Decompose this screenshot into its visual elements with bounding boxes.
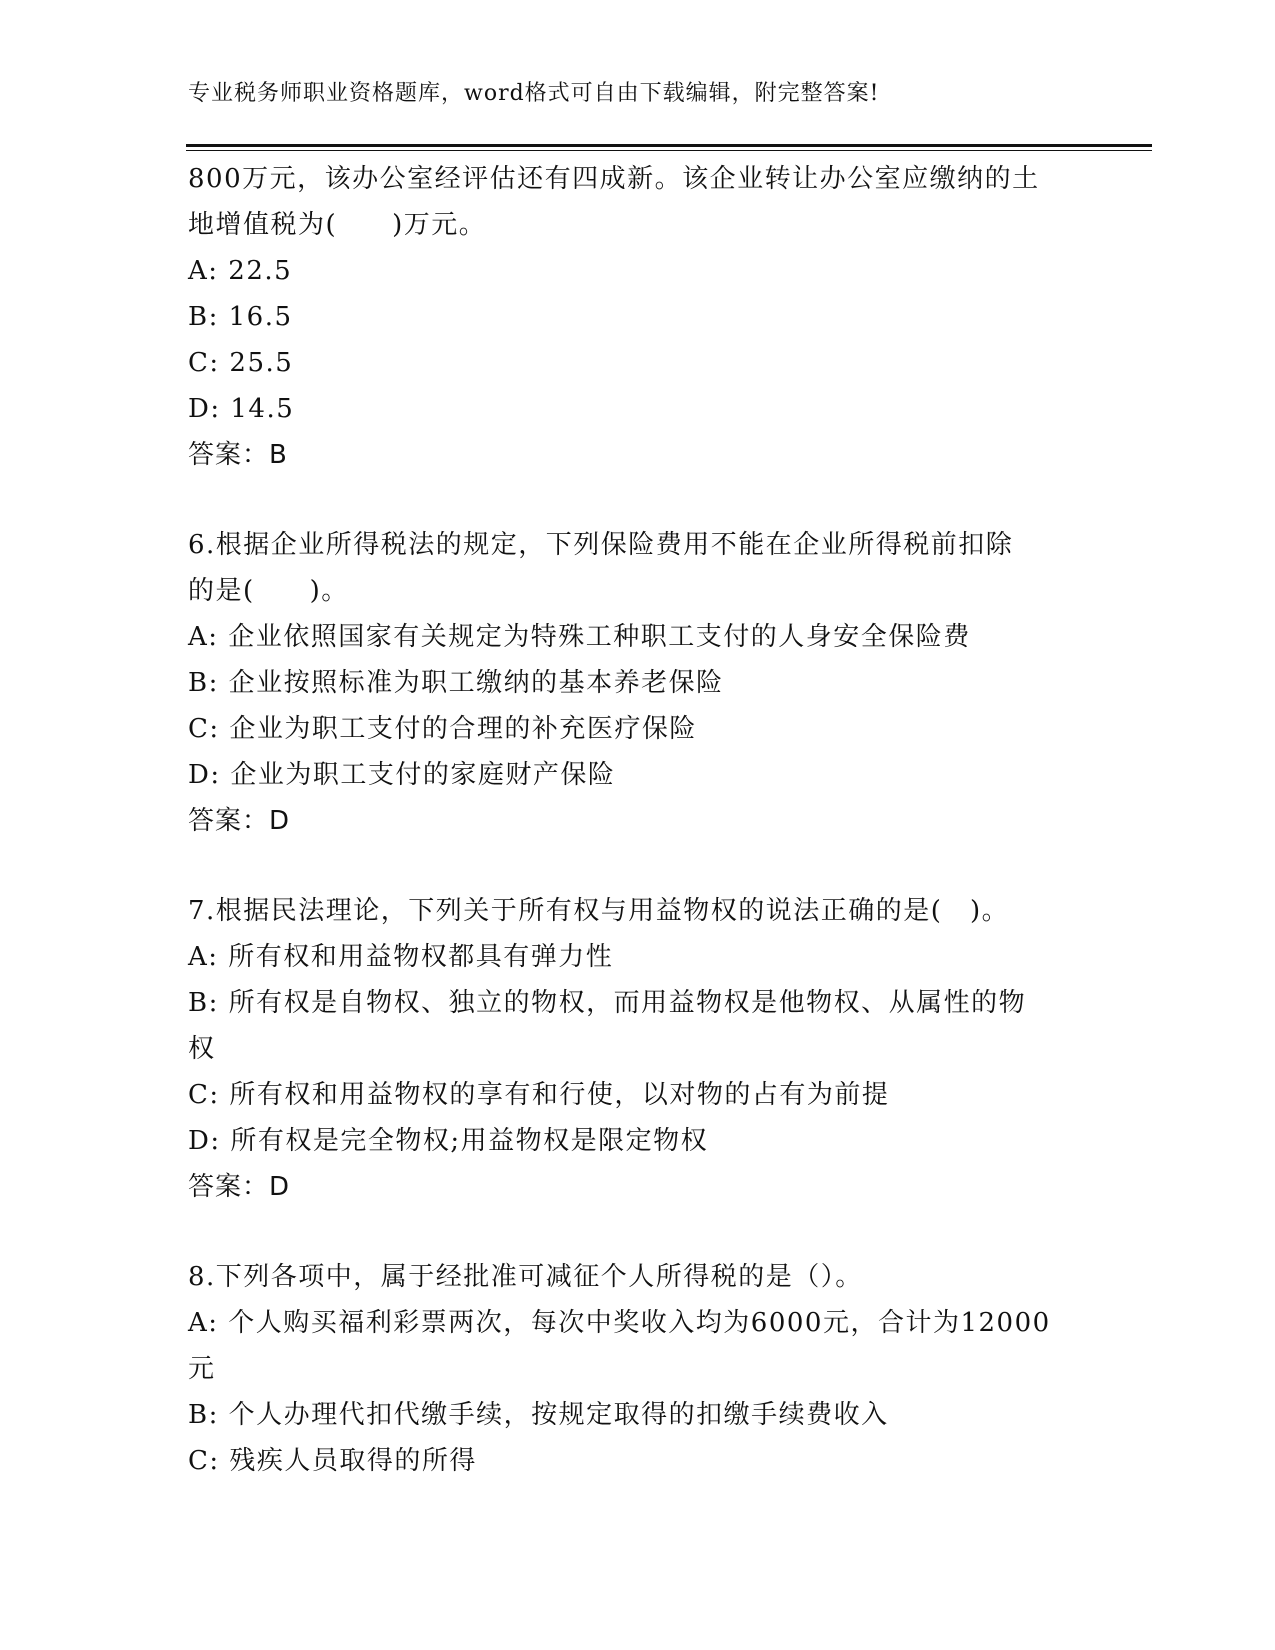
option-d: D: 14.5 xyxy=(188,394,295,424)
option-c: C: 残疾人员取得的所得 xyxy=(188,1446,477,1476)
option-c: C: 企业为职工支付的合理的补充医疗保险 xyxy=(188,714,697,744)
document-body xyxy=(188,156,1088,1528)
option-a: A: 企业依照国家有关规定为特殊工种职工支付的人身安全保险费 xyxy=(188,622,971,652)
option-b: B: 企业按照标准为职工缴纳的基本养老保险 xyxy=(188,668,724,698)
option-a: A: 个人购买福利彩票两次，每次中奖收入均为6000元，合计为12000 xyxy=(188,1308,1051,1338)
header-rule-thin xyxy=(186,150,1152,151)
question-stem-line: 6.根据企业所得税法的规定，下列保险费用不能在企业所得税前扣除 xyxy=(188,530,1014,560)
header-rule-thick xyxy=(186,144,1152,147)
option-a: A: 22.5 xyxy=(188,256,293,286)
option-c: C: 所有权和用益物权的享有和行使，以对物的占有为前提 xyxy=(188,1080,890,1110)
question-stem-line: 8.下列各项中，属于经批准可减征个人所得税的是（）。 xyxy=(188,1262,863,1292)
question-7 xyxy=(188,888,1088,1210)
question-5 xyxy=(188,156,1088,478)
option-a: A: 所有权和用益物权都具有弹力性 xyxy=(188,942,614,972)
question-stem-line: 7.根据民法理论，下列关于所有权与用益物权的说法正确的是( )。 xyxy=(188,896,1010,926)
document-header: 专业税务师职业资格题库，word格式可自由下载编辑，附完整答案! xyxy=(188,81,880,106)
question-6 xyxy=(188,522,1088,844)
option-b-continued: 权 xyxy=(188,1034,216,1064)
question-stem-line: 地增值税为( )万元。 xyxy=(188,210,487,240)
answer-line: 答案：B xyxy=(188,440,288,470)
answer-line: 答案：D xyxy=(188,1172,291,1202)
option-b: B: 所有权是自物权、独立的物权，而用益物权是他物权、从属性的物 xyxy=(188,988,1027,1018)
option-d: D: 所有权是完全物权;用益物权是限定物权 xyxy=(188,1126,709,1156)
option-b: B: 16.5 xyxy=(188,302,293,332)
answer-line: 答案：D xyxy=(188,806,291,836)
option-c: C: 25.5 xyxy=(188,348,294,378)
question-stem-line: 800万元，该办公室经评估还有四成新。该企业转让办公室应缴纳的土 xyxy=(188,164,1040,194)
question-stem-line: 的是( )。 xyxy=(188,576,349,606)
option-b: B: 个人办理代扣代缴手续，按规定取得的扣缴手续费收入 xyxy=(188,1400,889,1430)
question-8 xyxy=(188,1254,1088,1484)
option-a-continued: 元 xyxy=(188,1354,216,1384)
option-d: D: 企业为职工支付的家庭财产保险 xyxy=(188,760,616,790)
